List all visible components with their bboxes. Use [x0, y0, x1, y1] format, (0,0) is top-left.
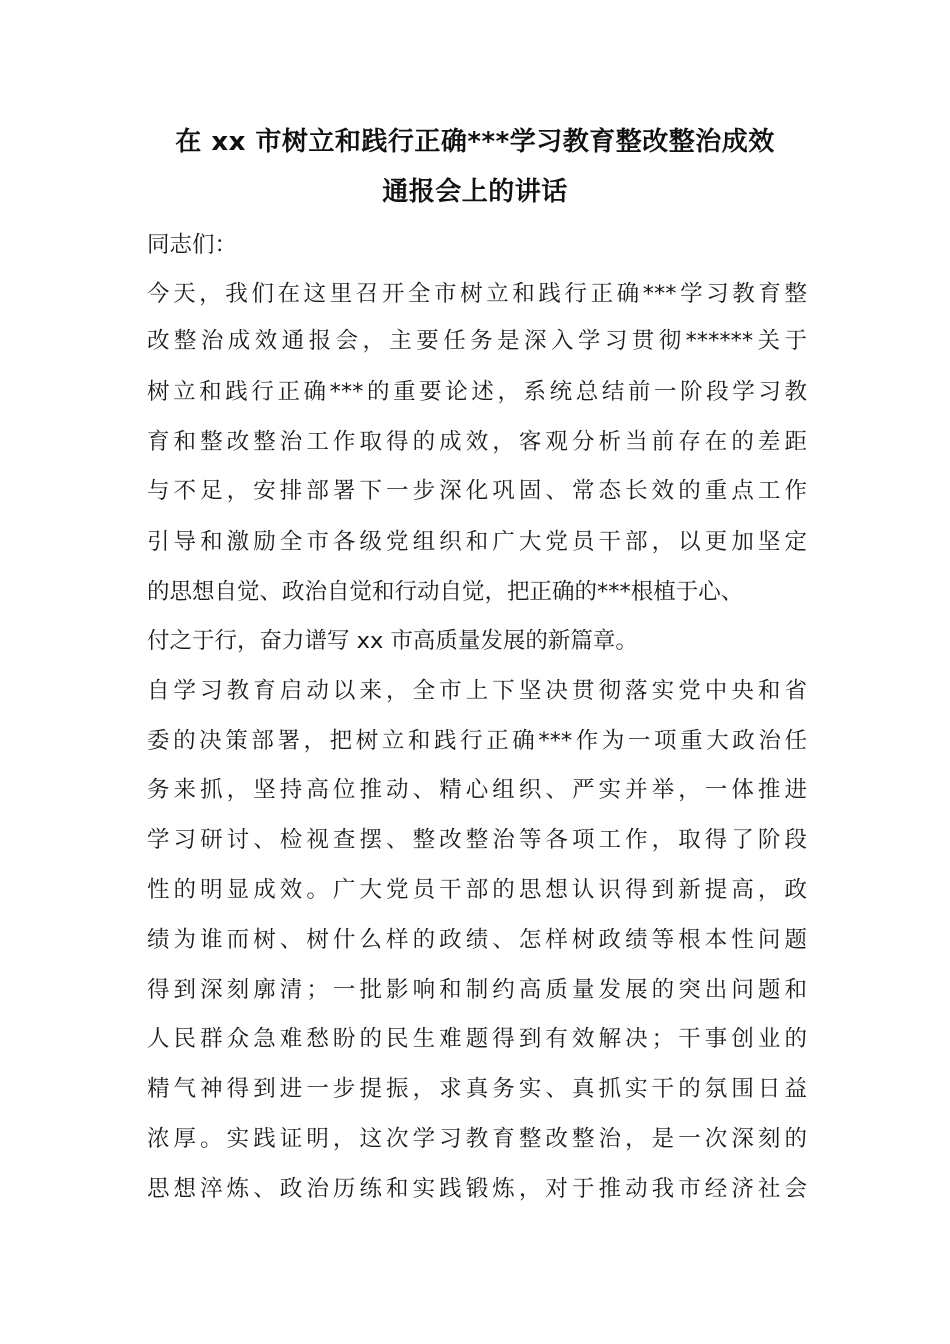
document-title-line-1: 在 xx 市树立和践行正确***学习教育整改整治成效 [175, 127, 775, 157]
paragraph-line: 付之于行，奋力谱写 xx 市高质量发展的新篇章。 [147, 628, 638, 654]
paragraph-line: 引导和激励全市各级党组织和广大党员干部，以更加坚定 [147, 529, 807, 555]
paragraph-line: 的思想自觉、政治自觉和行动自觉，把正确的***根植于心、 [147, 579, 744, 605]
paragraph-line: 得到深刻廓清；一批影响和制约高质量发展的突出问题和 [147, 977, 807, 1003]
paragraph-line: 委的决策部署，把树立和践行正确***作为一项重大政治任 [147, 728, 807, 754]
paragraph-line: 浓厚。实践证明，这次学习教育整改整治，是一次深刻的 [147, 1126, 807, 1152]
paragraph-line: 人民群众急难愁盼的民生难题得到有效解决；干事创业的 [147, 1026, 807, 1052]
paragraph-line: 务来抓，坚持高位推动、精心组织、严实并举，一体推进 [147, 777, 807, 803]
paragraph-line: 今天，我们在这里召开全市树立和践行正确***学习教育整 [147, 281, 807, 307]
paragraph-line: 学习研讨、检视查摆、整改整治等各项工作，取得了阶段 [147, 827, 807, 853]
paragraph-line: 育和整改整治工作取得的成效，客观分析当前存在的差距 [147, 429, 807, 455]
paragraph-line: 与不足，安排部署下一步深化巩固、常态长效的重点工作 [147, 478, 807, 504]
document-title-line-2: 通报会上的讲话 [382, 177, 568, 207]
paragraph-line: 改整治成效通报会，主要任务是深入学习贯彻******关于 [147, 328, 807, 354]
paragraph-line: 思想淬炼、政治历练和实践锻炼，对于推动我市经济社会 [147, 1176, 807, 1202]
paragraph-line: 树立和践行正确***的重要论述，系统总结前一阶段学习教 [147, 379, 807, 405]
paragraph-line: 精气神得到进一步提振，求真务实、真抓实干的氛围日益 [147, 1076, 807, 1102]
salutation: 同志们： [147, 232, 238, 258]
paragraph-line: 自学习教育启动以来，全市上下坚决贯彻落实党中央和省 [147, 678, 807, 704]
paragraph-line: 绩为谁而树、树什么样的政绩、怎样树政绩等根本性问题 [147, 927, 807, 953]
paragraph-line: 性的明显成效。广大党员干部的思想认识得到新提高，政 [147, 877, 807, 903]
